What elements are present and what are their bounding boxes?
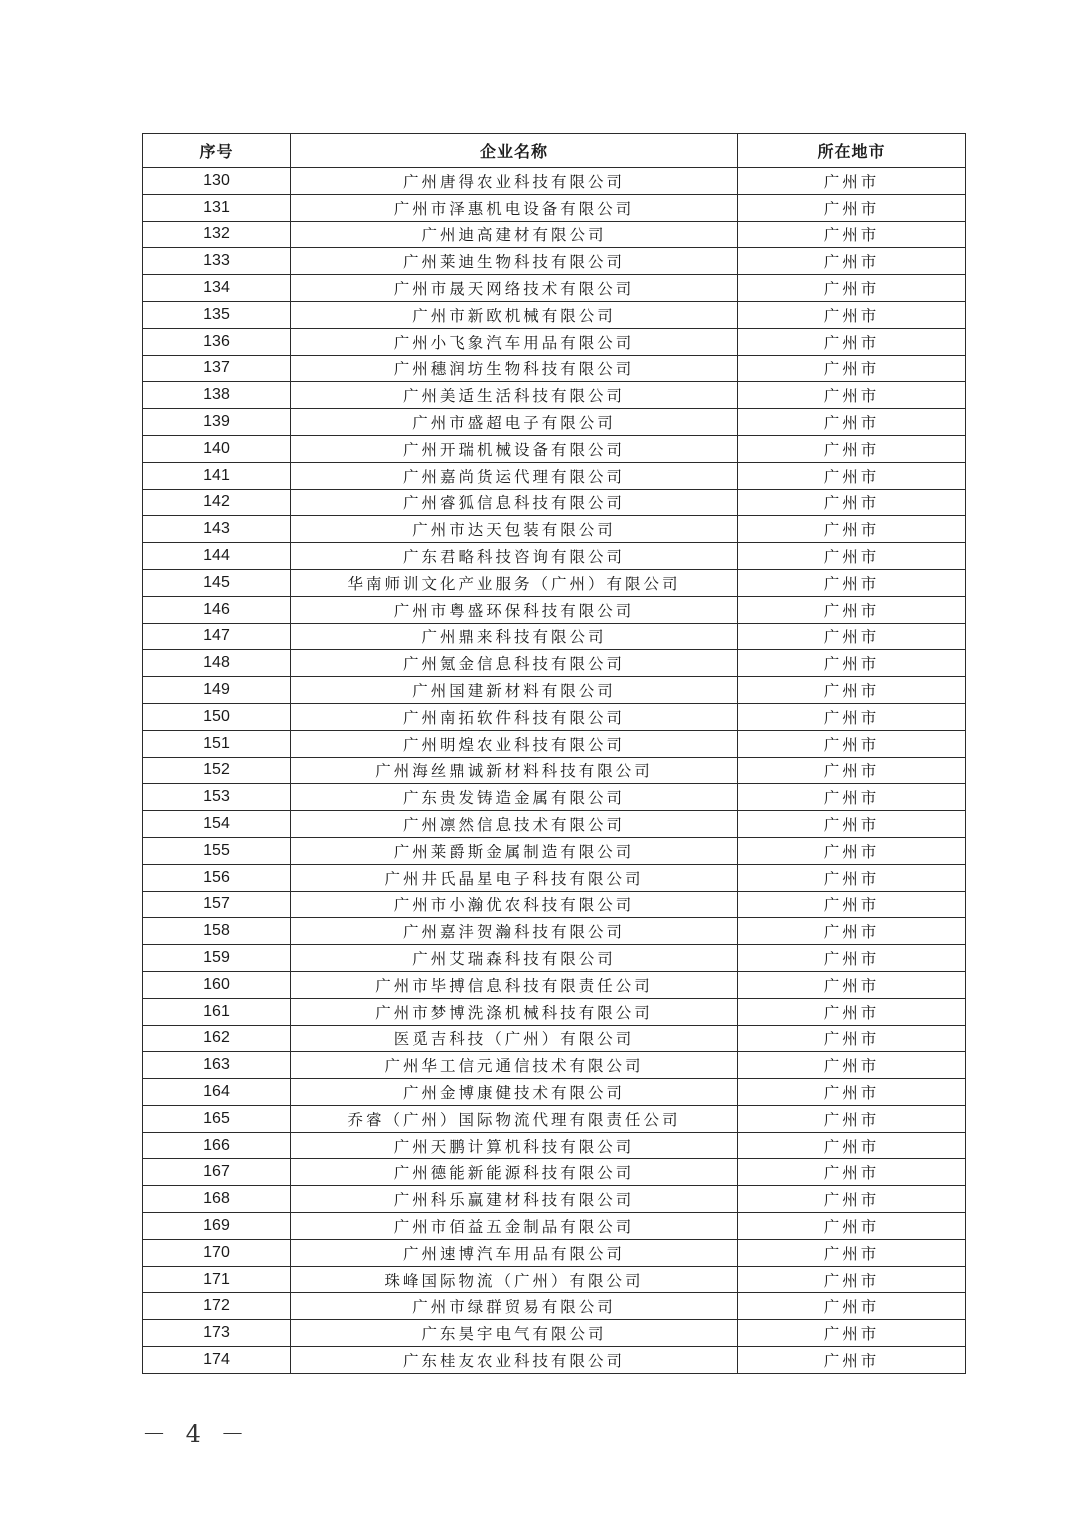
table-row bbox=[143, 596, 966, 623]
cell-city: 广州市 bbox=[738, 1025, 966, 1052]
cell-city: 广州市 bbox=[738, 650, 966, 677]
table-row bbox=[143, 543, 966, 570]
cell-serial-number: 142 bbox=[143, 489, 291, 516]
table-row bbox=[143, 248, 966, 275]
table-row bbox=[143, 275, 966, 302]
table-row bbox=[143, 784, 966, 811]
cell-company-name: 广州德能新能源科技有限公司 bbox=[291, 1159, 738, 1186]
cell-city: 广州市 bbox=[738, 1239, 966, 1266]
cell-company-name: 广州嘉尚货运代理有限公司 bbox=[291, 462, 738, 489]
cell-serial-number: 152 bbox=[143, 757, 291, 784]
table-row bbox=[143, 328, 966, 355]
table-row bbox=[143, 811, 966, 838]
table-row bbox=[143, 168, 966, 195]
cell-city: 广州市 bbox=[738, 543, 966, 570]
cell-serial-number: 163 bbox=[143, 1052, 291, 1079]
table-row bbox=[143, 918, 966, 945]
cell-company-name: 广州氪金信息科技有限公司 bbox=[291, 650, 738, 677]
header-serial-number: 序号 bbox=[143, 134, 291, 168]
header-company-name: 企业名称 bbox=[291, 134, 738, 168]
cell-city: 广州市 bbox=[738, 1132, 966, 1159]
cell-city: 广州市 bbox=[738, 757, 966, 784]
cell-city: 广州市 bbox=[738, 945, 966, 972]
table-row bbox=[143, 650, 966, 677]
cell-city: 广州市 bbox=[738, 248, 966, 275]
cell-company-name: 广东贵发铸造金属有限公司 bbox=[291, 784, 738, 811]
cell-serial-number: 144 bbox=[143, 543, 291, 570]
cell-company-name: 广州井氏晶星电子科技有限公司 bbox=[291, 864, 738, 891]
cell-city: 广州市 bbox=[738, 811, 966, 838]
table-row bbox=[143, 945, 966, 972]
cell-company-name: 广州华工信元通信技术有限公司 bbox=[291, 1052, 738, 1079]
cell-city: 广州市 bbox=[738, 623, 966, 650]
cell-serial-number: 137 bbox=[143, 355, 291, 382]
cell-serial-number: 158 bbox=[143, 918, 291, 945]
table-row bbox=[143, 194, 966, 221]
table-row bbox=[143, 569, 966, 596]
page-number: － 4 － bbox=[142, 1420, 251, 1448]
cell-serial-number: 161 bbox=[143, 998, 291, 1025]
cell-serial-number: 174 bbox=[143, 1347, 291, 1374]
cell-company-name: 广州市盛超电子有限公司 bbox=[291, 409, 738, 436]
cell-company-name: 广州市新欧机械有限公司 bbox=[291, 301, 738, 328]
enterprise-table-wrapper bbox=[142, 133, 965, 1374]
table-row bbox=[143, 221, 966, 248]
table-row bbox=[143, 837, 966, 864]
table-row bbox=[143, 864, 966, 891]
cell-city: 广州市 bbox=[738, 971, 966, 998]
table-row bbox=[143, 998, 966, 1025]
table-header-row bbox=[143, 134, 966, 168]
cell-city: 广州市 bbox=[738, 730, 966, 757]
cell-city: 广州市 bbox=[738, 328, 966, 355]
cell-city: 广州市 bbox=[738, 355, 966, 382]
cell-company-name: 广东昊宇电气有限公司 bbox=[291, 1320, 738, 1347]
cell-company-name: 广州美适生活科技有限公司 bbox=[291, 382, 738, 409]
cell-company-name: 广州国建新材料有限公司 bbox=[291, 677, 738, 704]
cell-city: 广州市 bbox=[738, 784, 966, 811]
cell-city: 广州市 bbox=[738, 837, 966, 864]
cell-serial-number: 160 bbox=[143, 971, 291, 998]
cell-serial-number: 168 bbox=[143, 1186, 291, 1213]
table-row bbox=[143, 757, 966, 784]
cell-serial-number: 134 bbox=[143, 275, 291, 302]
cell-serial-number: 143 bbox=[143, 516, 291, 543]
cell-company-name: 广州嘉沣贺瀚科技有限公司 bbox=[291, 918, 738, 945]
cell-city: 广州市 bbox=[738, 275, 966, 302]
cell-serial-number: 165 bbox=[143, 1105, 291, 1132]
cell-serial-number: 162 bbox=[143, 1025, 291, 1052]
cell-company-name: 广州艾瑞森科技有限公司 bbox=[291, 945, 738, 972]
cell-company-name: 广州海丝鼎诚新材料科技有限公司 bbox=[291, 757, 738, 784]
table-row bbox=[143, 703, 966, 730]
cell-company-name: 广州莱迪生物科技有限公司 bbox=[291, 248, 738, 275]
cell-company-name: 广州市梦博洗涤机械科技有限公司 bbox=[291, 998, 738, 1025]
cell-city: 广州市 bbox=[738, 1347, 966, 1374]
cell-company-name: 广州莱爵斯金属制造有限公司 bbox=[291, 837, 738, 864]
cell-company-name: 广州唐得农业科技有限公司 bbox=[291, 168, 738, 195]
cell-city: 广州市 bbox=[738, 1186, 966, 1213]
table-row bbox=[143, 971, 966, 998]
cell-city: 广州市 bbox=[738, 221, 966, 248]
cell-serial-number: 164 bbox=[143, 1079, 291, 1106]
table-row bbox=[143, 891, 966, 918]
cell-city: 广州市 bbox=[738, 1293, 966, 1320]
cell-city: 广州市 bbox=[738, 918, 966, 945]
cell-city: 广州市 bbox=[738, 677, 966, 704]
cell-company-name: 广州睿狐信息科技有限公司 bbox=[291, 489, 738, 516]
cell-company-name: 广州开瑞机械设备有限公司 bbox=[291, 435, 738, 462]
cell-company-name: 广州南拓软件科技有限公司 bbox=[291, 703, 738, 730]
cell-serial-number: 171 bbox=[143, 1266, 291, 1293]
table-row bbox=[143, 1132, 966, 1159]
table-row bbox=[143, 489, 966, 516]
table-row bbox=[143, 1320, 966, 1347]
cell-serial-number: 166 bbox=[143, 1132, 291, 1159]
cell-serial-number: 172 bbox=[143, 1293, 291, 1320]
table-row bbox=[143, 1079, 966, 1106]
cell-company-name: 乔睿（广州）国际物流代理有限责任公司 bbox=[291, 1105, 738, 1132]
cell-city: 广州市 bbox=[738, 301, 966, 328]
cell-city: 广州市 bbox=[738, 168, 966, 195]
cell-city: 广州市 bbox=[738, 489, 966, 516]
cell-serial-number: 135 bbox=[143, 301, 291, 328]
cell-serial-number: 170 bbox=[143, 1239, 291, 1266]
cell-company-name: 广东君略科技咨询有限公司 bbox=[291, 543, 738, 570]
enterprise-table bbox=[142, 133, 966, 1374]
cell-company-name: 广东桂友农业科技有限公司 bbox=[291, 1347, 738, 1374]
cell-serial-number: 132 bbox=[143, 221, 291, 248]
table-row bbox=[143, 435, 966, 462]
cell-company-name: 广州市佰益五金制品有限公司 bbox=[291, 1213, 738, 1240]
cell-serial-number: 173 bbox=[143, 1320, 291, 1347]
cell-company-name: 华南师训文化产业服务（广州）有限公司 bbox=[291, 569, 738, 596]
cell-company-name: 广州穗润坊生物科技有限公司 bbox=[291, 355, 738, 382]
table-row bbox=[143, 623, 966, 650]
table-row bbox=[143, 730, 966, 757]
cell-city: 广州市 bbox=[738, 1159, 966, 1186]
cell-serial-number: 157 bbox=[143, 891, 291, 918]
cell-serial-number: 133 bbox=[143, 248, 291, 275]
table-row bbox=[143, 1186, 966, 1213]
table-row bbox=[143, 1213, 966, 1240]
cell-city: 广州市 bbox=[738, 703, 966, 730]
cell-city: 广州市 bbox=[738, 194, 966, 221]
cell-serial-number: 148 bbox=[143, 650, 291, 677]
cell-serial-number: 155 bbox=[143, 837, 291, 864]
cell-company-name: 广州市达天包装有限公司 bbox=[291, 516, 738, 543]
cell-serial-number: 149 bbox=[143, 677, 291, 704]
cell-company-name: 广州市小瀚优农科技有限公司 bbox=[291, 891, 738, 918]
table-row bbox=[143, 1239, 966, 1266]
table-row bbox=[143, 1159, 966, 1186]
table-row bbox=[143, 1025, 966, 1052]
cell-company-name: 广州鼎来科技有限公司 bbox=[291, 623, 738, 650]
cell-company-name: 广州市粤盛环保科技有限公司 bbox=[291, 596, 738, 623]
cell-serial-number: 151 bbox=[143, 730, 291, 757]
table-row bbox=[143, 1347, 966, 1374]
cell-city: 广州市 bbox=[738, 1105, 966, 1132]
table-row bbox=[143, 355, 966, 382]
cell-city: 广州市 bbox=[738, 435, 966, 462]
table-body bbox=[143, 168, 966, 1374]
cell-company-name: 广州科乐赢建材科技有限公司 bbox=[291, 1186, 738, 1213]
cell-city: 广州市 bbox=[738, 516, 966, 543]
cell-city: 广州市 bbox=[738, 382, 966, 409]
cell-company-name: 广州明煌农业科技有限公司 bbox=[291, 730, 738, 757]
cell-company-name: 广州市晟天网络技术有限公司 bbox=[291, 275, 738, 302]
cell-city: 广州市 bbox=[738, 1052, 966, 1079]
cell-serial-number: 141 bbox=[143, 462, 291, 489]
cell-company-name: 珠峰国际物流（广州）有限公司 bbox=[291, 1266, 738, 1293]
table-row bbox=[143, 1105, 966, 1132]
cell-city: 广州市 bbox=[738, 891, 966, 918]
cell-city: 广州市 bbox=[738, 1213, 966, 1240]
table-row bbox=[143, 462, 966, 489]
cell-city: 广州市 bbox=[738, 409, 966, 436]
cell-serial-number: 150 bbox=[143, 703, 291, 730]
cell-city: 广州市 bbox=[738, 998, 966, 1025]
table-row bbox=[143, 1266, 966, 1293]
cell-city: 广州市 bbox=[738, 596, 966, 623]
table-row bbox=[143, 301, 966, 328]
cell-serial-number: 130 bbox=[143, 168, 291, 195]
cell-company-name: 广州市毕搏信息科技有限责任公司 bbox=[291, 971, 738, 998]
cell-serial-number: 138 bbox=[143, 382, 291, 409]
table-row bbox=[143, 1293, 966, 1320]
cell-company-name: 广州天鹏计算机科技有限公司 bbox=[291, 1132, 738, 1159]
cell-company-name: 广州速博汽车用品有限公司 bbox=[291, 1239, 738, 1266]
cell-serial-number: 147 bbox=[143, 623, 291, 650]
cell-serial-number: 153 bbox=[143, 784, 291, 811]
cell-serial-number: 154 bbox=[143, 811, 291, 838]
cell-company-name: 广州小飞象汽车用品有限公司 bbox=[291, 328, 738, 355]
table-row bbox=[143, 382, 966, 409]
cell-serial-number: 140 bbox=[143, 435, 291, 462]
cell-company-name: 医觅吉科技（广州）有限公司 bbox=[291, 1025, 738, 1052]
cell-serial-number: 167 bbox=[143, 1159, 291, 1186]
cell-city: 广州市 bbox=[738, 1079, 966, 1106]
cell-serial-number: 139 bbox=[143, 409, 291, 436]
cell-company-name: 广州金博康健技术有限公司 bbox=[291, 1079, 738, 1106]
cell-serial-number: 156 bbox=[143, 864, 291, 891]
cell-city: 广州市 bbox=[738, 1320, 966, 1347]
cell-city: 广州市 bbox=[738, 864, 966, 891]
table-row bbox=[143, 1052, 966, 1079]
cell-company-name: 广州市绿群贸易有限公司 bbox=[291, 1293, 738, 1320]
cell-company-name: 广州凛然信息技术有限公司 bbox=[291, 811, 738, 838]
cell-serial-number: 136 bbox=[143, 328, 291, 355]
cell-city: 广州市 bbox=[738, 1266, 966, 1293]
header-city: 所在地市 bbox=[738, 134, 966, 168]
cell-serial-number: 159 bbox=[143, 945, 291, 972]
cell-company-name: 广州市泽惠机电设备有限公司 bbox=[291, 194, 738, 221]
cell-company-name: 广州迪高建材有限公司 bbox=[291, 221, 738, 248]
table-row bbox=[143, 677, 966, 704]
cell-serial-number: 131 bbox=[143, 194, 291, 221]
cell-city: 广州市 bbox=[738, 462, 966, 489]
cell-serial-number: 145 bbox=[143, 569, 291, 596]
cell-serial-number: 169 bbox=[143, 1213, 291, 1240]
cell-serial-number: 146 bbox=[143, 596, 291, 623]
table-row bbox=[143, 516, 966, 543]
cell-city: 广州市 bbox=[738, 569, 966, 596]
table-row bbox=[143, 409, 966, 436]
